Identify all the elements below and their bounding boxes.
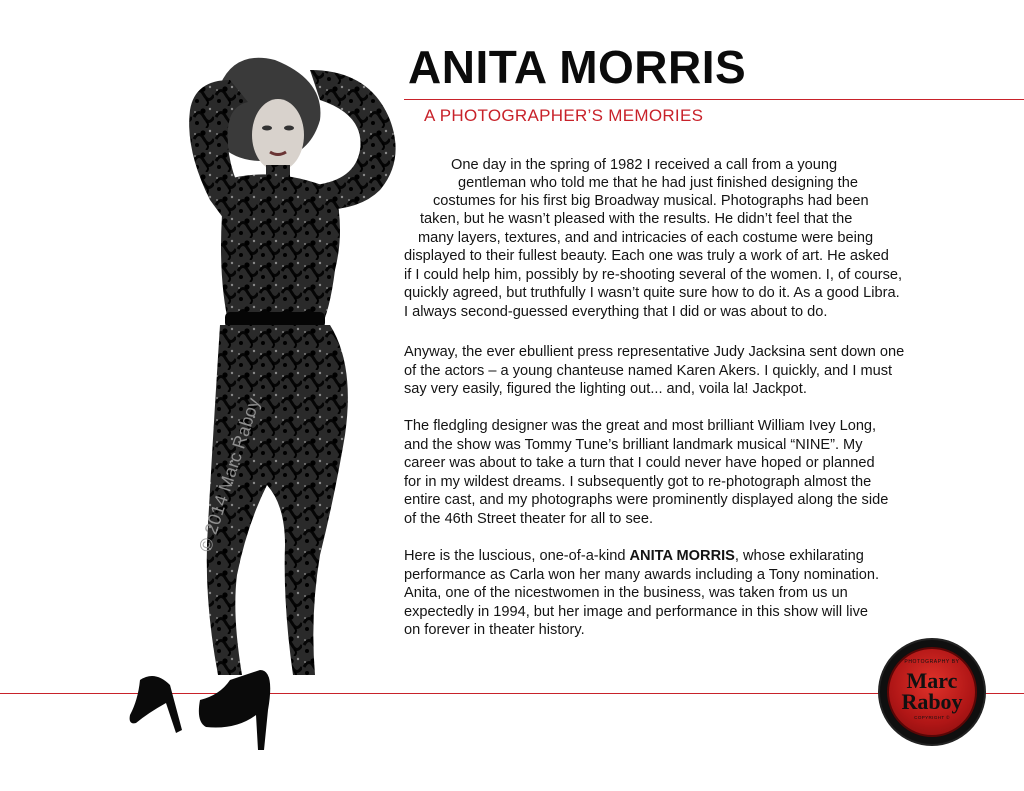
- text-line: performance as Carla won her many awards including a Tony nomination.: [404, 567, 880, 583]
- text-line: many layers, textures, and and intricacies of each costume were being: [418, 230, 874, 246]
- text-line: on forever in theater history.: [404, 622, 585, 638]
- text-run: , whose exhilarating: [734, 548, 864, 564]
- text-line: expectedly in 1994, but her image and performance in this show will live: [404, 604, 869, 620]
- photo-watermark: © 2014 Marc Raboy: [195, 395, 264, 555]
- header-divider: [404, 99, 1024, 100]
- photographer-logo: [880, 640, 984, 744]
- text-line: I always second-guessed everything that I did or was about to do.: [404, 304, 828, 320]
- text-line: for in my wildest dreams. I subsequently got to re-photograph almost the: [404, 474, 872, 490]
- text-line: Anyway, the ever ebullient press representative Judy Jacksina sent down one: [404, 344, 905, 360]
- text-line: [404, 547, 864, 565]
- text-line: displayed to their fullest beauty. Each one was truly a work of art. He asked: [404, 248, 889, 264]
- text-line: quickly agreed, but truthfully I wasn’t quite sure how to do it. As a good Libra.: [404, 285, 900, 301]
- logo-name-line2: Raboy: [901, 689, 963, 714]
- logo-copyright: COPYRIGHT ©: [914, 715, 950, 720]
- text-line: The fledgling designer was the great and most brilliant William Ivey Long,: [404, 418, 877, 434]
- page-title: ANITA MORRIS: [408, 41, 747, 93]
- performer-name-bold: ANITA MORRIS: [629, 548, 735, 564]
- text-line: gentleman who told me that he had just finished designing the: [458, 175, 858, 191]
- text-line: entire cast, and my photographs were prominently displayed along the side: [404, 492, 889, 508]
- text-run: Here is the luscious, one-of-a-kind: [404, 548, 630, 564]
- text-line: of the actors – a young chanteuse named Karen Akers. I quickly, and I must: [404, 363, 893, 379]
- performer-photo: [60, 40, 460, 770]
- text-line: taken, but he wasn’t pleased with the results. He didn’t feel that the: [420, 211, 853, 227]
- text-line: One day in the spring of 1982 I received a call from a young: [451, 157, 838, 173]
- page-subtitle: A PHOTOGRAPHER’S MEMORIES: [424, 106, 704, 125]
- text-line: career was about to take a turn that I could never have hoped or planned: [404, 455, 875, 471]
- text-line: and the show was Tommy Tune’s brilliant landmark musical “NINE”. My: [404, 437, 863, 453]
- text-line: costumes for his first big Broadway musical. Photographs had been: [433, 193, 869, 209]
- text-line: Anita, one of the nicestwomen in the business, was taken from us un: [404, 585, 848, 601]
- logo-top-text: PHOTOGRAPHY BY: [904, 659, 960, 665]
- text-line: if I could help him, possibly by re-shooting several of the women. I, of course,: [404, 267, 903, 283]
- text-line: say very easily, figured the lighting out... and, voila la! Jackpot.: [404, 381, 807, 397]
- logo-name-line1: Marc: [906, 668, 958, 693]
- text-line: of the 46th Street theater for all to see.: [404, 511, 654, 527]
